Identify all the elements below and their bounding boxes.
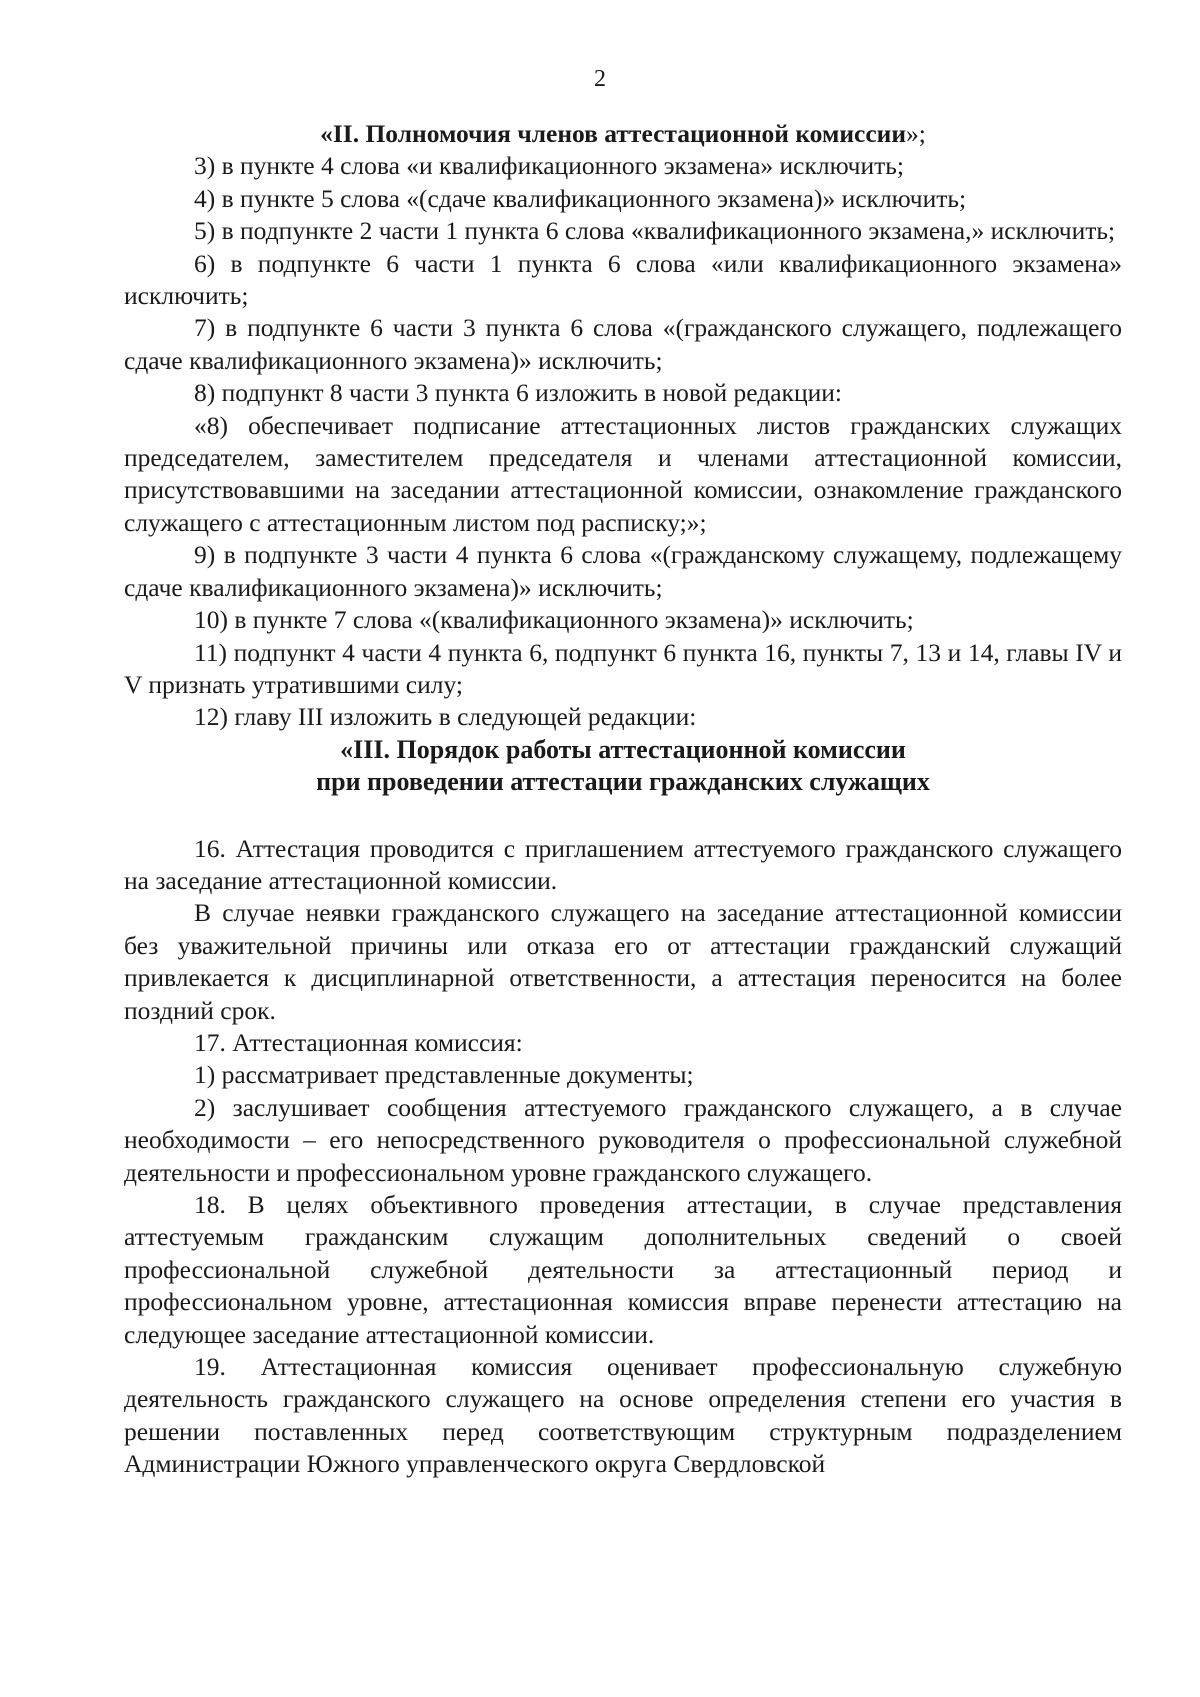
paragraph-16-nonappearance: В случае неявки гражданского служащего на заседание аттестационной комиссии без уважительной причины или отказа его от аттестации гражданский служащий привлекается к дисциплинарной ответственности, а аттестация переносится на более поздний срок. <box>124 898 1122 1025</box>
amendment-item-10: 10) в пункте 7 слова «(квалификационного экзамена)» исключить; <box>194 605 914 635</box>
paragraph-17-item-2: 2) заслушивает сообщения аттестуемого гражданского служащего, а в случае необходимости – его непосредственного руководителя о профессиональной служебной деятельности и профессиональном уровне гражданского служащего. <box>124 1092 1122 1187</box>
amendment-item-3: 3) в пункте 4 слова «и квалификационного экзамена» исключить; <box>194 151 905 181</box>
paragraph-16: 16. Аттестация проводится с приглашением аттестуемого гражданского служащего на заседание аттестационной комиссии. <box>124 833 1122 895</box>
paragraph-17: 17. Аттестационная комиссия: <box>194 1027 523 1057</box>
amendment-item-11: 11) подпункт 4 части 4 пункта 6, подпункт 6 пункта 16, пункты 7, 13 и 14, главы IV и V признать утратившими силу; <box>124 637 1122 699</box>
amendment-item-12: 12) главу III изложить в следующей редакции: <box>194 702 697 732</box>
section-2-heading-title: «II. Полномочия членов аттестационной комиссии <box>320 119 907 148</box>
amendment-item-5: 5) в подпункте 2 части 1 пункта 6 слова «квалификационного экзамена,» исключить; <box>194 216 1116 246</box>
amendment-item-7: 7) в подпункте 6 части 3 пункта 6 слова «(гражданского служащего, подлежащего сдаче квалификационного экзамена)» исключить; <box>124 313 1122 375</box>
paragraph-18: 18. В целях объективного проведения аттестации, в случае представления аттестуемым гражданским служащим дополнительных сведений о своей профессиональной служебной деятельности за аттестационный период и профессиональном уровне, аттестационная комиссия вправе перенести аттестацию на следующее заседание аттестационной комиссии. <box>124 1190 1122 1349</box>
page-number: 2 <box>594 66 606 92</box>
section-2-heading-tail: »; <box>906 119 926 148</box>
amendment-item-4: 4) в пункте 5 слова «(сдаче квалификационного экзамена)» исключить; <box>194 183 967 213</box>
amendment-item-8-text: «8) обеспечивает подписание аттестационных листов гражданских служащих председателем, заместителем председателя и членами аттестационной комиссии, присутствовавшими на заседании аттестационной комиссии, ознакомление гражданского служащего с аттестационным листом под расписку;»; <box>124 410 1122 537</box>
paragraph-17-item-1: 1) рассматривает представленные документы; <box>194 1060 694 1090</box>
section-3-heading-line-1: «III. Порядок работы аттестационной комиссии <box>340 734 906 764</box>
section-2-heading <box>124 118 1122 150</box>
amendment-item-9: 9) в подпункте 3 части 4 пункта 6 слова «(гражданскому служащему, подлежащему сдаче квалификационного экзамена)» исключить; <box>124 540 1122 602</box>
paragraph-19: 19. Аттестационная комиссия оценивает профессиональную служебную деятельность гражданского служащего на основе определения степени его участия в решении поставленных перед соответствующим структурным подразделением Администрации Южного управленческого округа Свердловской <box>124 1352 1122 1479</box>
amendment-item-8: 8) подпункт 8 части 3 пункта 6 изложить в новой редакции: <box>194 378 842 408</box>
section-3-heading-line-2: при проведении аттестации гражданских служащих <box>316 767 930 797</box>
document-body <box>124 118 1122 1481</box>
spacer <box>124 799 1122 833</box>
amendment-item-6: 6) в подпункте 6 части 1 пункта 6 слова «или квалификационного экзамена» исключить; <box>124 248 1122 311</box>
